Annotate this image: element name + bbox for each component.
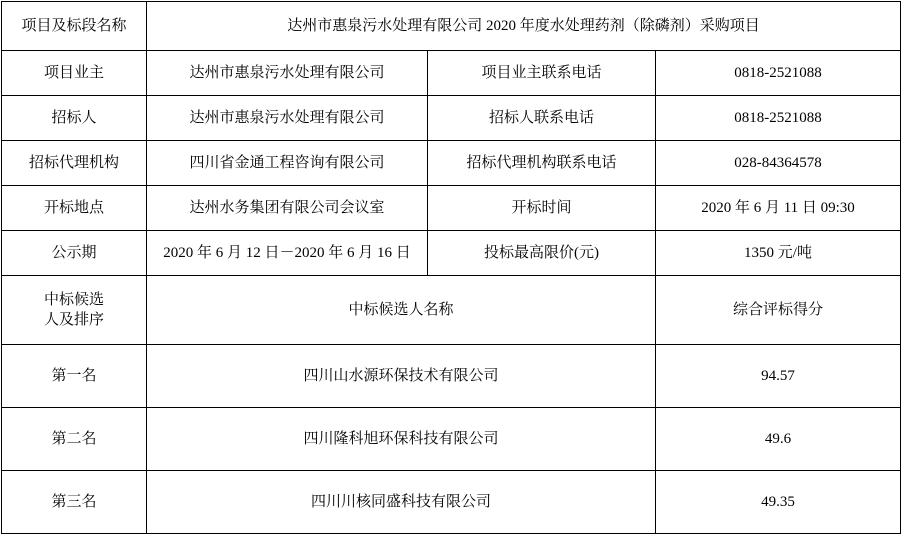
table-row — [2, 471, 901, 534]
value-max-price: 1350 元/吨 — [656, 231, 901, 276]
value-owner-phone: 0818-2521088 — [656, 51, 901, 96]
value-tenderee: 达州市惠泉污水处理有限公司 — [147, 96, 428, 141]
label-candidate-name: 中标候选人名称 — [147, 276, 656, 345]
document-page — [0, 1, 901, 520]
table-row — [2, 141, 901, 186]
candidate-score-2: 49.6 — [656, 408, 901, 471]
value-agency: 四川省金通工程咨询有限公司 — [147, 141, 428, 186]
label-candidate-rank-line1: 中标候选 — [43, 291, 104, 308]
label-candidate-rank — [2, 276, 147, 345]
label-owner: 项目业主 — [2, 51, 147, 96]
bid-announcement-table — [1, 1, 901, 534]
table-row-candidate-header — [2, 276, 901, 345]
candidate-rank-1: 第一名 — [2, 345, 147, 408]
label-agency: 招标代理机构 — [2, 141, 147, 186]
candidate-rank-2: 第二名 — [2, 408, 147, 471]
label-tenderee: 招标人 — [2, 96, 147, 141]
table-row — [2, 51, 901, 96]
label-bid-opening-time: 开标时间 — [428, 186, 656, 231]
label-project-name: 项目及标段名称 — [2, 2, 147, 51]
label-agency-phone: 招标代理机构联系电话 — [428, 141, 656, 186]
value-bid-opening-time: 2020 年 6 月 11 日 09:30 — [656, 186, 901, 231]
label-publicity-period: 公示期 — [2, 231, 147, 276]
candidate-rank-3: 第三名 — [2, 471, 147, 534]
candidate-score-3: 49.35 — [656, 471, 901, 534]
candidate-name-3: 四川川核同盛科技有限公司 — [147, 471, 656, 534]
table-row — [2, 186, 901, 231]
value-tenderee-phone: 0818-2521088 — [656, 96, 901, 141]
table-row-project-title — [2, 2, 901, 51]
label-bid-opening-place: 开标地点 — [2, 186, 147, 231]
value-owner: 达州市惠泉污水处理有限公司 — [147, 51, 428, 96]
table-row — [2, 231, 901, 276]
label-candidate-score: 综合评标得分 — [656, 276, 901, 345]
table-row — [2, 345, 901, 408]
table-row — [2, 408, 901, 471]
table-row — [2, 96, 901, 141]
candidate-name-1: 四川山水源环保技术有限公司 — [147, 345, 656, 408]
value-publicity-period: 2020 年 6 月 12 日－2020 年 6 月 16 日 — [147, 231, 428, 276]
label-tenderee-phone: 招标人联系电话 — [428, 96, 656, 141]
label-owner-phone: 项目业主联系电话 — [428, 51, 656, 96]
value-bid-opening-place: 达州水务集团有限公司会议室 — [147, 186, 428, 231]
label-max-price: 投标最高限价(元) — [428, 231, 656, 276]
candidate-score-1: 94.57 — [656, 345, 901, 408]
label-candidate-rank-line2: 人及排序 — [43, 312, 104, 328]
value-project-name: 达州市惠泉污水处理有限公司 2020 年度水处理药剂（除磷剂）采购项目 — [147, 2, 901, 51]
value-agency-phone: 028-84364578 — [656, 141, 901, 186]
candidate-name-2: 四川隆科旭环保科技有限公司 — [147, 408, 656, 471]
